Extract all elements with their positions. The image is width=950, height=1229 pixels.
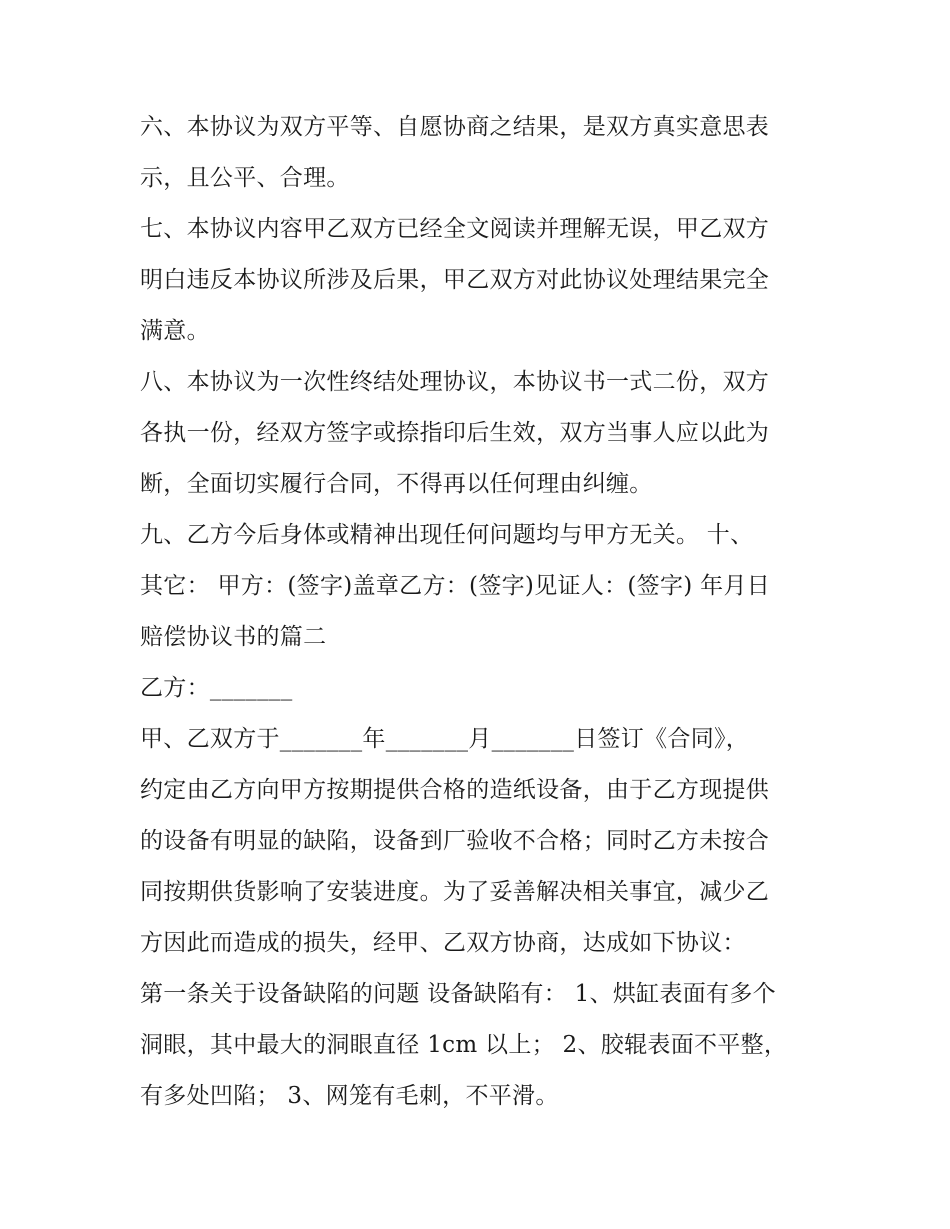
document-body bbox=[140, 102, 820, 1122]
section-heading: 赔偿协议书的篇二 bbox=[140, 624, 327, 650]
text-line: 乙方：_______ bbox=[140, 675, 293, 701]
text-line: 第一条关于设备缺陷的问题 设备缺陷有： 1、烘缸表面有多个 bbox=[140, 981, 776, 1007]
text-line: 甲、乙双方于_______年_______月_______日签订《合同》， bbox=[140, 726, 750, 752]
text-line: 洞眼，其中最大的洞眼直径 1cm 以上； 2、胶辊表面不平整， bbox=[140, 1032, 788, 1058]
text-line: 六、本协议为双方平等、自愿协商之结果，是双方真实意思表 bbox=[140, 114, 770, 140]
text-line: 断，全面切实履行合同，不得再以任何理由纠缠。 bbox=[140, 471, 653, 497]
text-line: 其它： 甲方：(签字)盖章乙方：(签字)见证人：(签字) 年月日 bbox=[140, 573, 771, 599]
text-line: 明白违反本协议所涉及后果，甲乙双方对此协议处理结果完全 bbox=[140, 267, 770, 293]
text-line: 各执一份，经双方签字或捺指印后生效，双方当事人应以此为 bbox=[140, 420, 770, 446]
text-line: 同按期供货影响了安装进度。为了妥善解决相关事宜，减少乙 bbox=[140, 879, 770, 905]
text-line: 约定由乙方向甲方按期提供合格的造纸设备，由于乙方现提供 bbox=[140, 777, 770, 803]
text-line: 八、本协议为一次性终结处理协议，本协议书一式二份，双方 bbox=[140, 369, 770, 395]
text-line: 方因此而造成的损失，经甲、乙双方协商，达成如下协议： bbox=[140, 930, 746, 956]
text-line: 九、乙方今后身体或精神出现任何问题均与甲方无关。 十、 bbox=[140, 522, 754, 548]
text-line: 的设备有明显的缺陷，设备到厂验收不合格；同时乙方未按合 bbox=[140, 828, 770, 854]
text-line: 有多处凹陷； 3、网笼有毛刺，不平滑。 bbox=[140, 1083, 559, 1109]
text-line: 七、本协议内容甲乙双方已经全文阅读并理解无误，甲乙双方 bbox=[140, 216, 770, 242]
text-line: 示，且公平、合理。 bbox=[140, 165, 350, 191]
text-line: 满意。 bbox=[140, 318, 210, 344]
